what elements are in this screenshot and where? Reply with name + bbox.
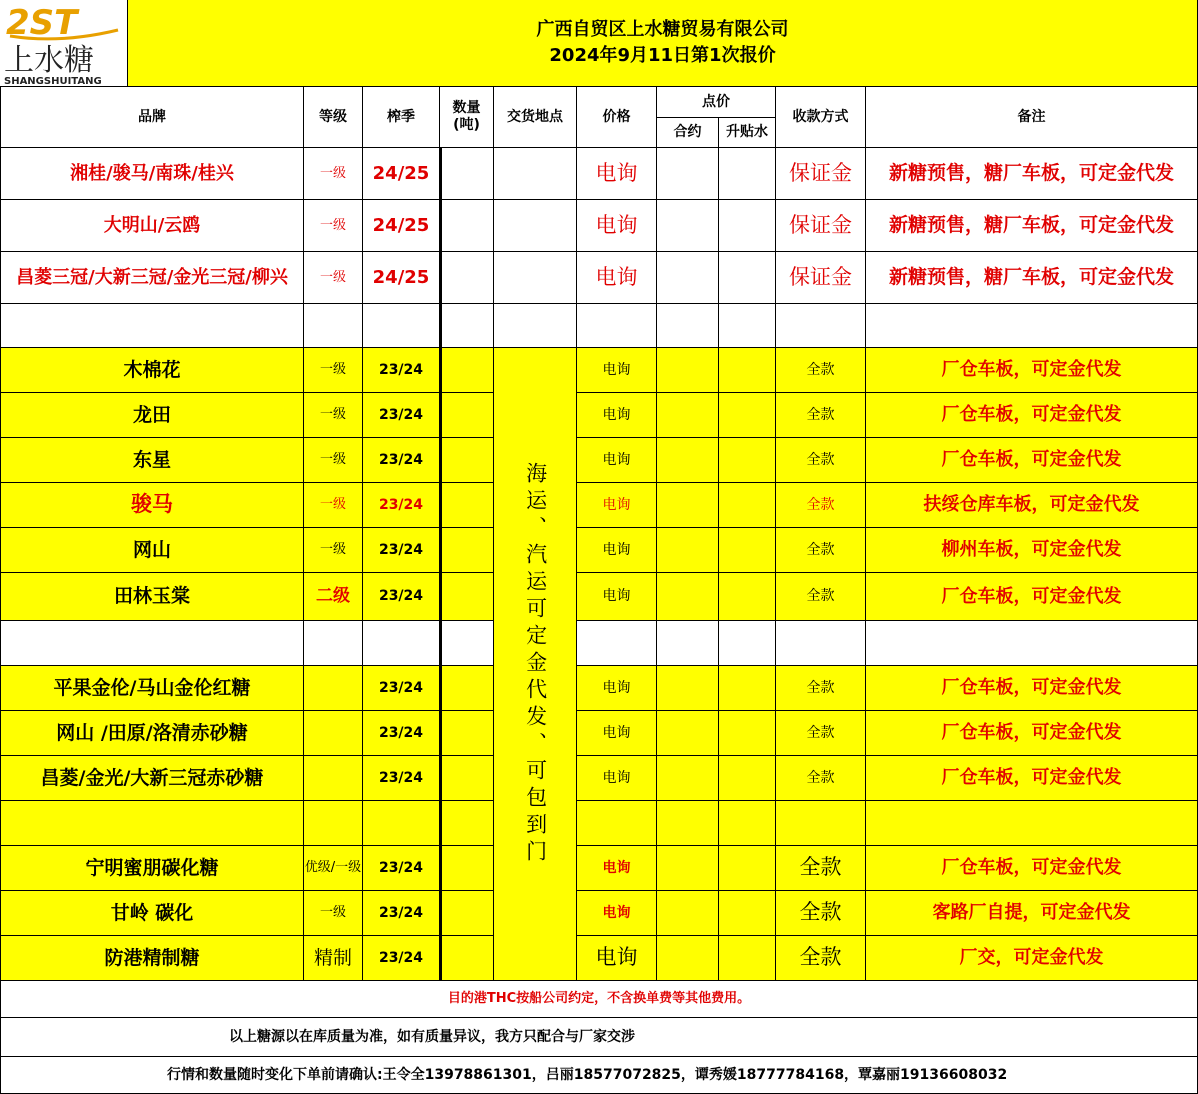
season-cell [363, 348, 440, 393]
price-cell [577, 348, 657, 393]
premium-cell [719, 438, 776, 483]
season-value: 23/24 [378, 904, 424, 921]
price-cell [577, 393, 657, 438]
brand-name: 龙田 [132, 403, 171, 426]
contact-note [0, 1057, 1198, 1094]
grade-cell [304, 573, 363, 621]
remark-cell [866, 304, 1198, 348]
payment-cell [776, 483, 866, 528]
price-cell [577, 936, 657, 981]
grade-cell [304, 891, 363, 936]
brand-cell [0, 304, 304, 348]
season-value: 23/24 [378, 859, 424, 876]
header-grade-label: 等级 [319, 108, 347, 125]
season-value: 23/24 [378, 406, 424, 423]
season-cell [363, 801, 440, 846]
remark-text: 新糖预售，糖厂车板，可定金代发 [888, 266, 1174, 289]
brand-name: 防港精制糖 [104, 946, 200, 969]
season-cell [363, 393, 440, 438]
header-season [363, 87, 440, 148]
header-contract-label: 合约 [673, 124, 702, 141]
price-value: 电询 [602, 769, 631, 786]
company-name: 广西自贸区上水糖贸易有限公司 [536, 19, 789, 41]
brand-cell [0, 393, 304, 438]
grade-cell [304, 711, 363, 756]
thc-note-text: 目的港THC按船公司约定，不含换单费等其他费用。 [447, 991, 751, 1007]
season-cell [363, 148, 440, 200]
season-cell [363, 528, 440, 573]
payment-cell [776, 756, 866, 801]
remark-cell [866, 483, 1198, 528]
qty-cell [440, 393, 494, 438]
payment-value: 全款 [799, 945, 842, 970]
price-cell [577, 846, 657, 891]
season-cell [363, 891, 440, 936]
grade-cell [304, 756, 363, 801]
payment-cell [776, 304, 866, 348]
payment-cell [776, 801, 866, 846]
grade-value: 一级 [319, 542, 346, 558]
remark-text: 厂仓车板，可定金代发 [941, 585, 1122, 607]
season-value: 23/24 [378, 769, 424, 786]
delivery-cell [494, 200, 577, 252]
contract-cell [657, 528, 719, 573]
season-cell [363, 200, 440, 252]
header-grade [304, 87, 363, 148]
payment-cell [776, 528, 866, 573]
qty-cell [440, 891, 494, 936]
brand-name: 宁明蜜朋碳化糖 [85, 856, 219, 879]
brand-name: 甘岭 碳化 [110, 901, 194, 924]
brand-name: 骏马 [131, 492, 173, 517]
qty-cell [440, 573, 494, 621]
payment-value: 全款 [806, 361, 835, 378]
premium-cell [719, 304, 776, 348]
season-value: 23/24 [378, 949, 424, 966]
price-value: 电询 [602, 406, 631, 423]
grade-cell [304, 621, 363, 666]
qty-cell [440, 438, 494, 483]
grade-value: 精制 [313, 946, 352, 969]
header-price-label: 价格 [602, 108, 631, 125]
delivery-cell [494, 252, 577, 304]
payment-cell [776, 936, 866, 981]
delivery-cell [494, 304, 577, 348]
header-remark-label: 备注 [1017, 108, 1046, 125]
price-value: 电询 [595, 945, 638, 970]
qty-cell [440, 936, 494, 981]
contract-cell [657, 148, 719, 200]
price-cell [577, 621, 657, 666]
remark-text: 厂仓车板，可定金代发 [941, 767, 1122, 789]
season-cell [363, 621, 440, 666]
brand-name: 东星 [132, 448, 171, 471]
payment-value: 保证金 [789, 160, 852, 185]
grade-cell [304, 148, 363, 200]
remark-text: 厂交，可定金代发 [959, 947, 1104, 969]
contract-cell [657, 304, 719, 348]
payment-cell [776, 393, 866, 438]
remark-text: 柳州车板，可定金代发 [941, 539, 1122, 561]
grade-cell [304, 348, 363, 393]
premium-cell [719, 801, 776, 846]
brand-cell [0, 348, 304, 393]
quality-note-text: 以上糖源以在库质量为准，如有质量异议，我方只配合与厂家交涉 [229, 1028, 635, 1045]
remark-cell [866, 438, 1198, 483]
premium-cell [719, 200, 776, 252]
season-cell [363, 756, 440, 801]
season-value: 23/24 [378, 541, 424, 558]
payment-value: 全款 [806, 406, 835, 423]
premium-cell [719, 936, 776, 981]
season-value: 24/25 [372, 266, 430, 288]
premium-cell [719, 621, 776, 666]
contract-cell [657, 348, 719, 393]
contract-cell [657, 936, 719, 981]
payment-cell [776, 573, 866, 621]
price-cell [577, 200, 657, 252]
remark-cell [866, 348, 1198, 393]
grade-cell [304, 438, 363, 483]
season-cell [363, 711, 440, 756]
season-value: 23/24 [378, 451, 424, 468]
grade-cell [304, 936, 363, 981]
payment-value: 保证金 [789, 264, 852, 289]
remark-cell [866, 891, 1198, 936]
remark-cell [866, 846, 1198, 891]
grade-cell [304, 252, 363, 304]
header-qty-label: 数量 (吨) [452, 100, 481, 133]
delivery-note: 海运、汽运可定金代发、可包到门 [523, 461, 548, 867]
grade-value: 一级 [319, 905, 346, 921]
payment-value: 全款 [806, 588, 835, 605]
brand-name: 田林玉棠 [113, 585, 190, 608]
remark-text: 扶绥仓库车板，可定金代发 [923, 494, 1140, 516]
grade-cell [304, 483, 363, 528]
grade-cell [304, 666, 363, 711]
payment-cell [776, 200, 866, 252]
price-cell [577, 304, 657, 348]
grade-value: 一级 [319, 497, 346, 513]
brand-name: 昌菱/金光/大新三冠赤砂糖 [40, 766, 264, 789]
brand-name: 网山 [132, 538, 171, 561]
contract-cell [657, 483, 719, 528]
premium-cell [719, 666, 776, 711]
remark-cell [866, 148, 1198, 200]
season-value: 23/24 [378, 496, 424, 513]
price-value: 电询 [602, 496, 631, 513]
brand-cell [0, 801, 304, 846]
payment-value: 保证金 [789, 212, 852, 237]
logo-pinyin: SHANGSHUITANG [4, 76, 102, 87]
quote-date: 2024年9月11日第1次报价 [549, 45, 776, 66]
delivery-cell [494, 148, 577, 200]
price-value: 电询 [602, 588, 631, 605]
season-cell [363, 573, 440, 621]
payment-cell [776, 846, 866, 891]
price-cell [577, 528, 657, 573]
season-value: 23/24 [378, 679, 424, 696]
brand-cell [0, 438, 304, 483]
qty-cell [440, 348, 494, 393]
price-cell [577, 252, 657, 304]
remark-cell [866, 528, 1198, 573]
contract-cell [657, 666, 719, 711]
price-value: 电询 [602, 361, 631, 378]
season-value: 24/25 [372, 214, 430, 236]
header-point-price-label: 点价 [702, 93, 730, 110]
remark-cell [866, 573, 1198, 621]
qty-cell [440, 621, 494, 666]
premium-cell [719, 573, 776, 621]
price-value: 电询 [595, 212, 638, 237]
price-cell [577, 483, 657, 528]
contract-cell [657, 393, 719, 438]
remark-cell [866, 621, 1198, 666]
grade-cell [304, 393, 363, 438]
qty-cell [440, 148, 494, 200]
brand-cell [0, 891, 304, 936]
qty-cell [440, 711, 494, 756]
brand-name: 昌菱三冠/大新三冠/金光三冠/柳兴 [16, 266, 288, 288]
grade-cell [304, 846, 363, 891]
price-cell [577, 801, 657, 846]
price-value: 电询 [602, 859, 631, 876]
remark-text: 客路厂自提，可定金代发 [932, 902, 1131, 924]
contract-cell [657, 801, 719, 846]
remark-text: 厂仓车板，可定金代发 [941, 857, 1122, 879]
grade-value: 一级 [319, 452, 346, 468]
brand-cell [0, 528, 304, 573]
contract-cell [657, 200, 719, 252]
brand-cell [0, 666, 304, 711]
contact-note-text: 行情和数量随时变化下单前请确认:王令全13978861301，吕丽18577072825，谭秀媛18777784168，覃嘉丽19136608032 [167, 1066, 1008, 1083]
season-value: 23/24 [378, 361, 424, 378]
header-premium-label: 升贴水 [726, 124, 768, 141]
price-value: 电询 [602, 724, 631, 741]
remark-cell [866, 711, 1198, 756]
premium-cell [719, 252, 776, 304]
season-cell [363, 936, 440, 981]
payment-value: 全款 [799, 855, 842, 880]
brand-name: 木棉花 [123, 358, 181, 381]
header-payment [776, 87, 866, 148]
price-value: 电询 [602, 451, 631, 468]
price-cell [577, 891, 657, 936]
grade-cell [304, 801, 363, 846]
qty-cell [440, 200, 494, 252]
premium-cell [719, 393, 776, 438]
contract-cell [657, 252, 719, 304]
premium-cell [719, 348, 776, 393]
season-cell [363, 438, 440, 483]
price-cell [577, 438, 657, 483]
remark-text: 厂仓车板，可定金代发 [941, 359, 1122, 381]
premium-cell [719, 891, 776, 936]
season-value: 23/24 [378, 588, 424, 605]
header-season-label: 榨季 [387, 108, 415, 125]
payment-value: 全款 [806, 769, 835, 786]
grade-cell [304, 528, 363, 573]
remark-cell [866, 666, 1198, 711]
header-premium [719, 118, 776, 148]
payment-value: 全款 [806, 496, 835, 513]
header-brand-label: 品牌 [138, 108, 166, 125]
season-value: 23/24 [378, 724, 424, 741]
remark-text: 厂仓车板，可定金代发 [941, 449, 1122, 471]
thc-note [0, 981, 1198, 1018]
grade-value: 一级 [319, 165, 346, 181]
contract-cell [657, 621, 719, 666]
premium-cell [719, 148, 776, 200]
header-point-price [657, 87, 776, 118]
brand-cell [0, 200, 304, 252]
payment-cell [776, 438, 866, 483]
brand-name: 网山 /田原/洛清赤砂糖 [56, 721, 248, 744]
premium-cell [719, 846, 776, 891]
brand-cell [0, 573, 304, 621]
price-value: 电询 [595, 264, 638, 289]
contract-cell [657, 756, 719, 801]
grade-value: 二级 [316, 586, 350, 607]
payment-value: 全款 [806, 541, 835, 558]
header-delivery [494, 87, 577, 148]
contract-cell [657, 846, 719, 891]
qty-cell [440, 846, 494, 891]
logo-mark: 2ST [6, 3, 78, 43]
qty-cell [440, 252, 494, 304]
payment-value: 全款 [806, 451, 835, 468]
price-value: 电询 [595, 160, 638, 185]
price-cell [577, 711, 657, 756]
price-cell [577, 573, 657, 621]
contract-cell [657, 891, 719, 936]
title-block [128, 0, 1198, 87]
remark-text: 新糖预售，糖厂车板，可定金代发 [888, 214, 1174, 237]
brand-cell [0, 846, 304, 891]
payment-value: 全款 [806, 724, 835, 741]
remark-cell [866, 756, 1198, 801]
payment-cell [776, 891, 866, 936]
price-value: 电询 [602, 679, 631, 696]
header-remark [866, 87, 1198, 148]
payment-cell [776, 666, 866, 711]
brand-cell [0, 621, 304, 666]
season-cell [363, 252, 440, 304]
delivery-merged [494, 348, 577, 981]
payment-cell [776, 148, 866, 200]
payment-value: 全款 [799, 900, 842, 925]
remark-text: 厂仓车板，可定金代发 [941, 677, 1122, 699]
contract-cell [657, 711, 719, 756]
brand-name: 湘桂/骏马/南珠/桂兴 [70, 162, 234, 184]
remark-text: 厂仓车板，可定金代发 [941, 404, 1122, 426]
premium-cell [719, 483, 776, 528]
qty-cell [440, 756, 494, 801]
qty-cell [440, 801, 494, 846]
qty-cell [440, 304, 494, 348]
brand-cell [0, 148, 304, 200]
payment-cell [776, 711, 866, 756]
grade-value: 一级 [319, 407, 346, 423]
header-brand [0, 87, 304, 148]
brand-cell [0, 483, 304, 528]
brand-name: 平果金伦/马山金伦红糖 [53, 676, 251, 699]
remark-text: 新糖预售，糖厂车板，可定金代发 [888, 162, 1174, 185]
grade-value: 一级 [319, 269, 346, 285]
season-cell [363, 304, 440, 348]
price-value: 电询 [602, 541, 631, 558]
brand-name: 大明山/云鸥 [103, 214, 201, 236]
price-cell [577, 148, 657, 200]
grade-value: 一级 [319, 217, 346, 233]
header-qty [440, 87, 494, 148]
logo-name: 上水糖 [4, 43, 94, 78]
grade-cell [304, 200, 363, 252]
grade-value: 优级/一级 [304, 860, 362, 876]
header-payment-label: 收款方式 [792, 108, 849, 125]
season-cell [363, 666, 440, 711]
header-price [577, 87, 657, 148]
price-cell [577, 756, 657, 801]
contract-cell [657, 438, 719, 483]
premium-cell [719, 711, 776, 756]
brand-cell [0, 252, 304, 304]
grade-cell [304, 304, 363, 348]
remark-cell [866, 252, 1198, 304]
qty-cell [440, 528, 494, 573]
price-cell [577, 666, 657, 711]
payment-cell [776, 621, 866, 666]
grade-value: 一级 [319, 362, 346, 378]
remark-cell [866, 936, 1198, 981]
qty-cell [440, 483, 494, 528]
remark-text: 厂仓车板，可定金代发 [941, 722, 1122, 744]
remark-cell [866, 801, 1198, 846]
quality-note [0, 1018, 1198, 1057]
season-cell [363, 483, 440, 528]
brand-cell [0, 711, 304, 756]
price-value: 电询 [602, 904, 631, 921]
qty-cell [440, 666, 494, 711]
brand-cell [0, 936, 304, 981]
payment-value: 全款 [806, 679, 835, 696]
season-value: 24/25 [372, 162, 430, 184]
brand-cell [0, 756, 304, 801]
remark-cell [866, 393, 1198, 438]
logo-frame [0, 0, 128, 87]
payment-cell [776, 252, 866, 304]
header-contract [657, 118, 719, 148]
header-delivery-label: 交货地点 [507, 108, 563, 125]
premium-cell [719, 756, 776, 801]
season-cell [363, 846, 440, 891]
payment-cell [776, 348, 866, 393]
contract-cell [657, 573, 719, 621]
remark-cell [866, 200, 1198, 252]
premium-cell [719, 528, 776, 573]
